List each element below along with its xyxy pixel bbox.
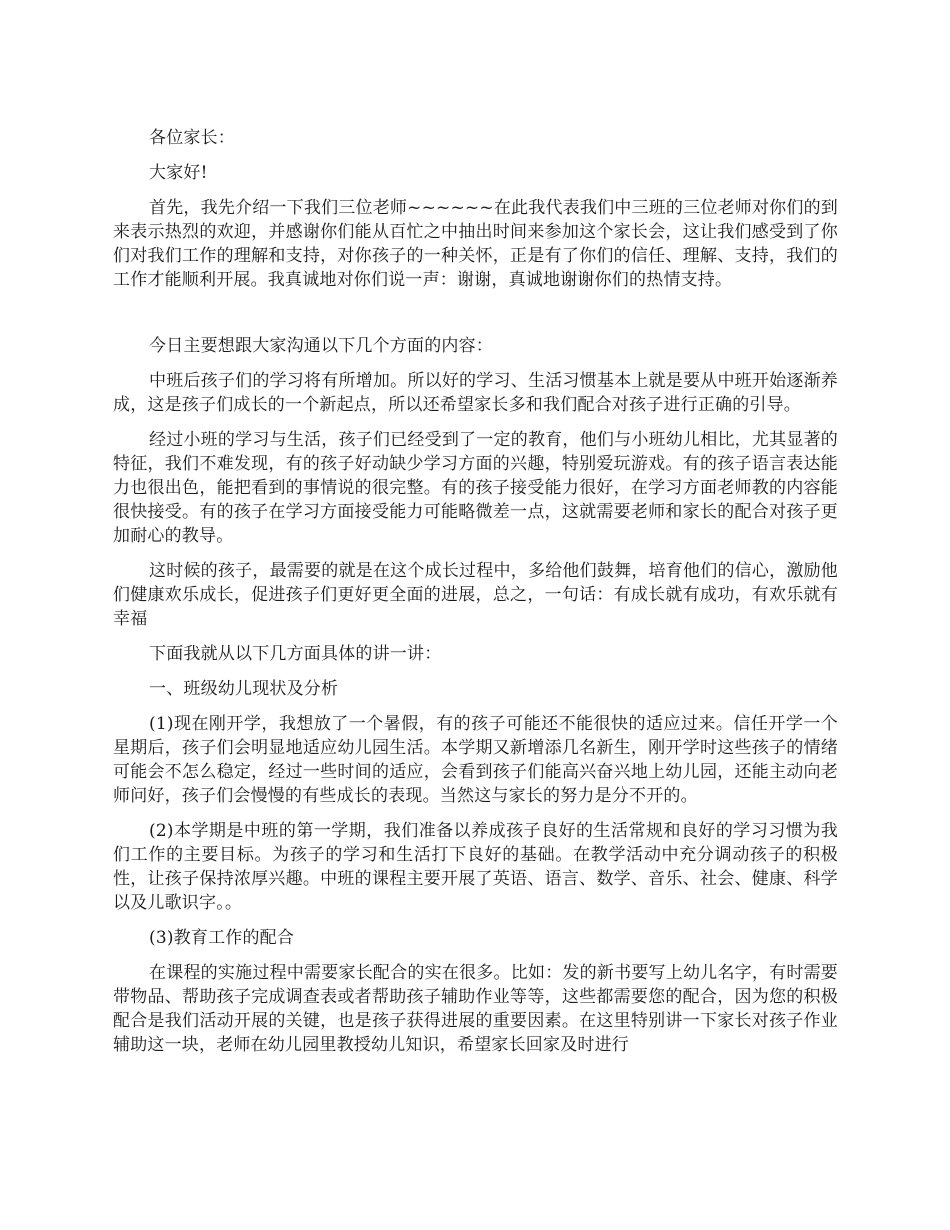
paragraph-outline-intro: 下面我就从以下几方面具体的讲一讲： [149,644,442,664]
paragraph-point-2: (2)本学期是中班的第一学期，我们准备以养成孩子良好的生活常规和良好的学习习惯为我们工作的主要目标。为孩子的学习和生活打下良好的基础。在教学活动中充分调动孩子的积极性，让孩子保持浓厚兴趣。中班的课程主要开展了英语、语言、数学、音乐、社会、健康、科学以及儿歌识字。。 [113,821,838,913]
paragraph-point-3-heading: (3)教育工作的配合 [149,928,295,948]
paragraph-encouragement: 这时候的孩子，最需要的就是在这个成长过程中，多给他们鼓舞，培育他们的信心，激励他们健康欢乐成长，促进孩子们更好更全面的进展，总之，一句话：有成长就有成功，有欢乐就有幸福 [113,561,838,629]
salutation: 各位家长： [149,128,235,148]
document-body [113,126,838,1068]
paragraph-child-differences: 经过小班的学习与生活，孩子们已经受到了一定的教育，他们与小班幼儿相比，尤其显著的特征，我们不难发现，有的孩子好动缺少学习方面的兴趣，特别爱玩游戏。有的孩子语言表达能力也很出色，能把看到的事情说的很完整。有的孩子接受能力很好，在学习方面老师教的内容能很快接受。有的孩子在学习方面接受能力可能略微差一点，这就需要老师和家长的配合对孩子更加耐心的教导。 [113,430,838,546]
paragraph-introduction: 首先，我先介绍一下我们三位老师~~~~~~在此我代表我们中三班的三位老师对你们的到来表示热烈的欢迎，并感谢你们能从百忙之中抽出时间来参加这个家长会，这让我们感受到了你们对我们工作的理解和支持，对你孩子的一种关怀，正是有了你们的信任、理解、支持，我们的工作才能顺利开展。我真诚地对你们说一声：谢谢，真诚地谢谢你们的热情支持。 [113,198,838,290]
paragraph-topics-intro: 今日主要想跟大家沟通以下几个方面的内容： [149,336,493,356]
paragraph-habits: 中班后孩子们的学习将有所增加。所以好的学习、生活习惯基本上就是要从中班开始逐渐养成，这是孩子们成长的一个新起点，所以还希望家长多和我们配合对孩子进行正确的引导。 [113,371,838,415]
greeting: 大家好! [149,163,208,183]
paragraph-point-1: (1)现在刚开学，我想放了一个暑假，有的孩子可能还不能很快的适应过来。信任开学一个星期后，孩子们会明显地适应幼儿园生活。本学期又新增添几名新生，刚开学时这些孩子的情绪可能会不怎么稳定，经过一些时间的适应，会看到孩子们能高兴奋兴地上幼儿园，还能主动向老师问好，孩子们会慢慢的有些成长的表现。当然这与家长的努力是分不开的。 [113,714,838,806]
section-heading-class-status: 一、班级幼儿现状及分析 [149,679,339,699]
paragraph-cooperation: 在课程的实施过程中需要家长配合的实在很多。比如：发的新书要写上幼儿名字，有时需要带物品、帮助孩子完成调查表或者帮助孩子辅助作业等等，这些都需要您的配合，因为您的积极配合是我们活动开展的关键，也是孩子获得进展的重要因素。在这里特别讲一下家长对孩子作业辅助这一块，老师在幼儿园里教授幼儿知识，希望家长回家及时进行 [113,963,838,1055]
